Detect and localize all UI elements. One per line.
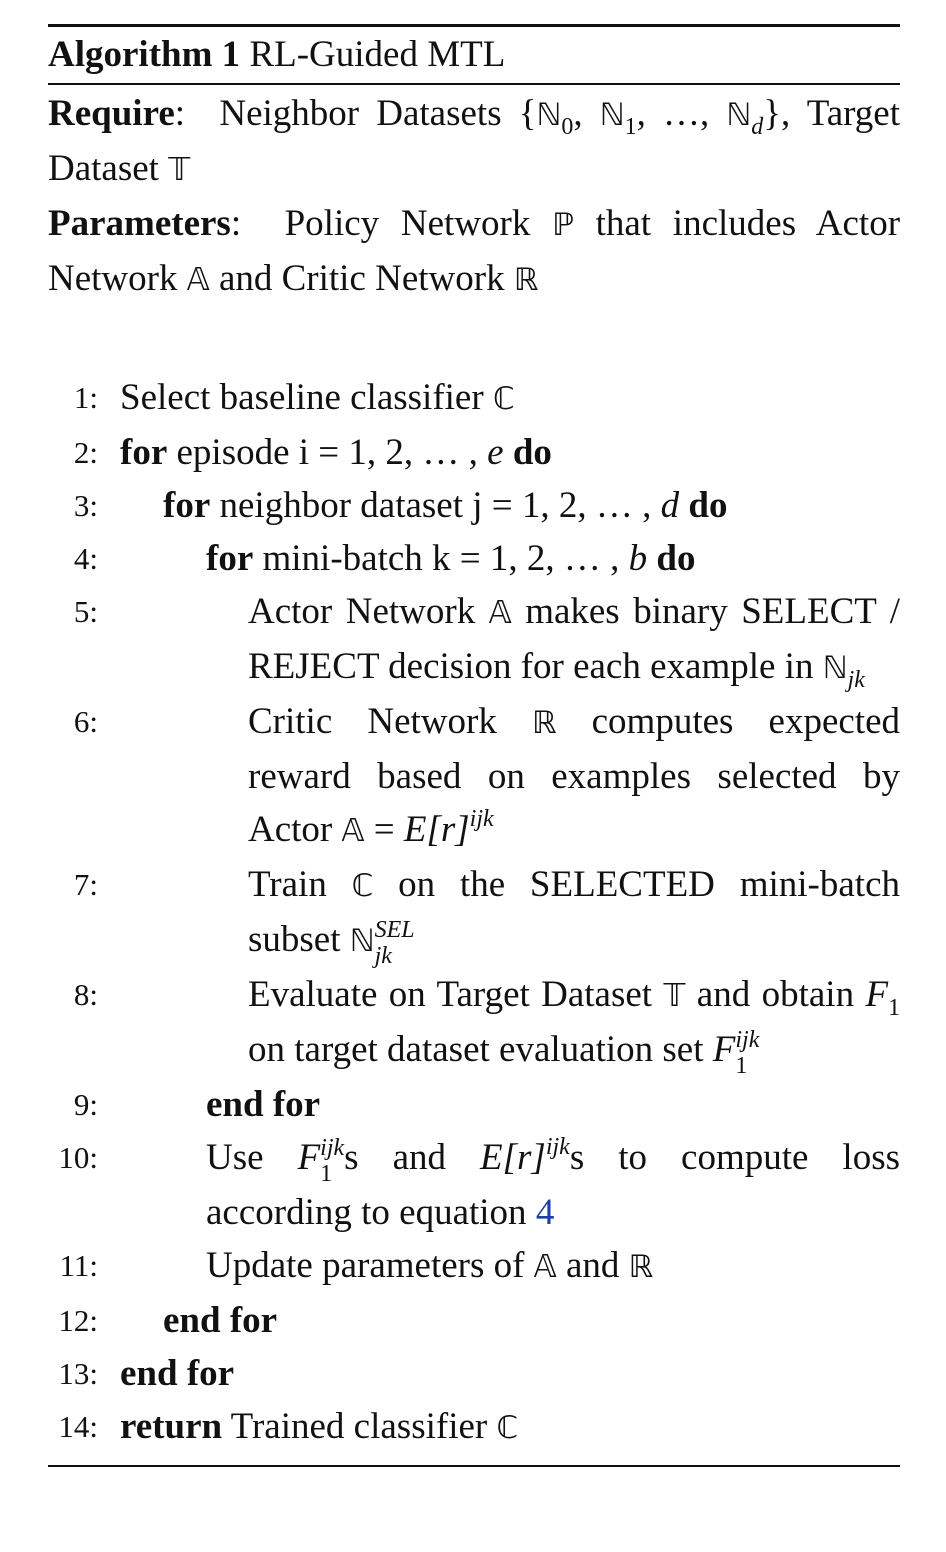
line-number: 9: <box>73 1087 98 1122</box>
subscript: jk <box>847 667 865 693</box>
algorithm-step-6 <box>48 695 900 858</box>
critic-symbol: ℝ <box>628 1249 654 1285</box>
algorithm-label: Algorithm 1 <box>48 34 241 75</box>
separator: , <box>636 93 663 134</box>
algorithm-title <box>48 33 900 77</box>
math-variable: b <box>628 538 648 579</box>
target-symbol: 𝕋 <box>168 152 191 188</box>
step-text: on the SELECTED mini-batch subset <box>248 864 900 960</box>
line-number: 3: <box>73 488 98 523</box>
equals-sign: = <box>373 809 395 850</box>
step-text: Use <box>206 1137 264 1178</box>
algorithm-block <box>48 0 900 1467</box>
policy-symbol: ℙ <box>552 207 574 243</box>
math-variable: d <box>660 485 680 526</box>
step-text: mini-batch k = 1, 2, … , <box>262 538 620 579</box>
step-text: Select baseline classifier <box>120 377 484 418</box>
line-number: 12: <box>58 1303 98 1338</box>
separator: , <box>699 93 727 134</box>
f1-symbol: F <box>865 974 889 1015</box>
line-number: 5: <box>73 594 98 629</box>
expected-reward: E[r] <box>480 1137 546 1178</box>
neighbor-symbol: ℕ <box>536 97 562 133</box>
keyword-end-for: end for <box>120 1353 235 1394</box>
sub-superscript <box>320 1136 344 1186</box>
line-number: 1: <box>73 380 98 415</box>
subscript: 1 <box>888 995 901 1021</box>
require-line: Require: Neighbor Datasets {ℕ$_0$, ℕ$_1$, …, ℕ$_d$}, Target Dataset 𝕋 <box>48 93 901 189</box>
keyword-do: do <box>688 485 728 526</box>
step-text: computes expected reward based on examples selected by Actor <box>248 701 901 850</box>
step-text: Actor Network <box>248 591 476 632</box>
step-text: episode i = 1, 2, … , <box>176 432 478 473</box>
step-text: neighbor dataset j = 1, 2, … , <box>219 485 652 526</box>
expected-reward: E[r] <box>403 809 470 850</box>
algorithm-step-2 <box>48 426 900 479</box>
algorithm-step-3 <box>48 479 900 532</box>
close-brace: }, <box>763 93 791 134</box>
keyword-return: return <box>120 1406 223 1447</box>
parameters-keyword: Parameters <box>48 203 231 244</box>
step-text: s and <box>344 1137 446 1178</box>
subscript: jk <box>374 943 392 969</box>
keyword-for: for <box>163 485 211 526</box>
algorithm-step-13 <box>48 1347 900 1400</box>
separator: , <box>573 93 600 134</box>
algorithm-step-11 <box>48 1239 900 1294</box>
neighbor-symbol: ℕ <box>822 650 848 686</box>
line-number: 14: <box>58 1409 98 1444</box>
keyword-for: for <box>120 432 168 473</box>
keyword-end-for: end for <box>163 1300 278 1341</box>
step-text: on target dataset evaluation set <box>248 1029 704 1070</box>
title-rule <box>48 83 900 85</box>
line-number: 2: <box>73 435 98 470</box>
line-number: 6: <box>73 704 98 739</box>
keyword-do: do <box>512 432 552 473</box>
superscript: ijk <box>545 1134 570 1160</box>
algorithm-step-10 <box>48 1131 900 1239</box>
neighbor-symbol: ℕ <box>349 923 375 959</box>
target-text: Target Dataset <box>48 93 901 189</box>
line-number: 4: <box>73 541 98 576</box>
algorithm-step-12 <box>48 1294 900 1347</box>
superscript: ijk <box>320 1135 345 1161</box>
neighbor-symbol: ℕ <box>599 97 625 133</box>
target-symbol: 𝕋 <box>663 978 686 1014</box>
require-keyword: Require <box>48 93 175 134</box>
actor-symbol: 𝔸 <box>341 813 365 849</box>
step-text: Trained classifier <box>230 1406 488 1447</box>
algorithm-step-8 <box>48 968 900 1078</box>
actor-symbol: 𝔸 <box>186 262 210 298</box>
critic-symbol: ℝ <box>531 705 557 741</box>
subscript: 1 <box>735 1053 748 1079</box>
superscript: ijk <box>469 806 494 832</box>
line-number: 8: <box>73 977 98 1012</box>
ellipsis: … <box>662 93 700 134</box>
line-number: 11: <box>59 1248 98 1283</box>
line-number: 7: <box>73 867 98 902</box>
subscript: 1 <box>320 1161 333 1187</box>
keyword-do: do <box>656 538 696 579</box>
equation-reference-link[interactable]: 4 <box>535 1192 555 1233</box>
keyword-end-for: end for <box>206 1084 321 1125</box>
algorithm-step-14 <box>48 1400 900 1455</box>
superscript: SEL <box>374 917 415 943</box>
f1-symbol: F <box>712 1029 736 1070</box>
step-text: makes binary SELECT / REJECT decision for each example in <box>248 591 900 687</box>
actor-symbol: 𝔸 <box>488 595 512 631</box>
subscript: 0 <box>561 114 574 140</box>
actor-symbol: 𝔸 <box>533 1249 557 1285</box>
sub-superscript <box>375 918 415 968</box>
neighbor-symbol: ℕ <box>726 97 752 133</box>
classifier-symbol: ℂ <box>492 381 515 417</box>
step-text: Train <box>248 864 327 905</box>
step-text: s to compute loss according to equation <box>206 1137 901 1233</box>
algorithm-step-9 <box>48 1078 900 1131</box>
step-text: and <box>565 1245 620 1286</box>
step-text: and obtain <box>696 974 855 1015</box>
subscript: d <box>751 114 764 140</box>
sub-superscript <box>735 1028 759 1078</box>
parameters-line: Parameters: Policy Network ℙ that includes Actor Network 𝔸 and Critic Network ℝ <box>48 203 901 299</box>
parameters-text: Policy Network <box>284 203 531 244</box>
math-variable: e <box>487 432 504 473</box>
bottom-rule <box>48 1465 900 1467</box>
step-text: Evaluate on Target Dataset <box>248 974 653 1015</box>
line-number: 10: <box>58 1140 98 1175</box>
algorithm-step-1 <box>48 371 900 426</box>
algorithm-steps <box>48 371 900 1455</box>
step-text: Critic Network <box>248 701 497 742</box>
classifier-symbol: ℂ <box>351 868 374 904</box>
parameters-text: that includes Actor Network <box>48 203 901 299</box>
f1-symbol: F <box>297 1137 321 1178</box>
step-text: Update parameters of <box>206 1245 525 1286</box>
require-text: Neighbor Datasets { <box>219 93 537 134</box>
classifier-symbol: ℂ <box>496 1410 519 1446</box>
top-rule <box>48 24 900 27</box>
critic-symbol: ℝ <box>513 262 539 298</box>
keyword-for: for <box>206 538 254 579</box>
algorithm-step-5 <box>48 585 900 695</box>
algorithm-step-7 <box>48 858 900 968</box>
algorithm-name: RL-Guided MTL <box>249 34 506 75</box>
parameters-text: and Critic Network <box>218 258 505 299</box>
superscript: ijk <box>735 1027 760 1053</box>
subscript: 1 <box>624 114 637 140</box>
line-number: 13: <box>58 1356 98 1391</box>
algorithm-step-4 <box>48 532 900 585</box>
